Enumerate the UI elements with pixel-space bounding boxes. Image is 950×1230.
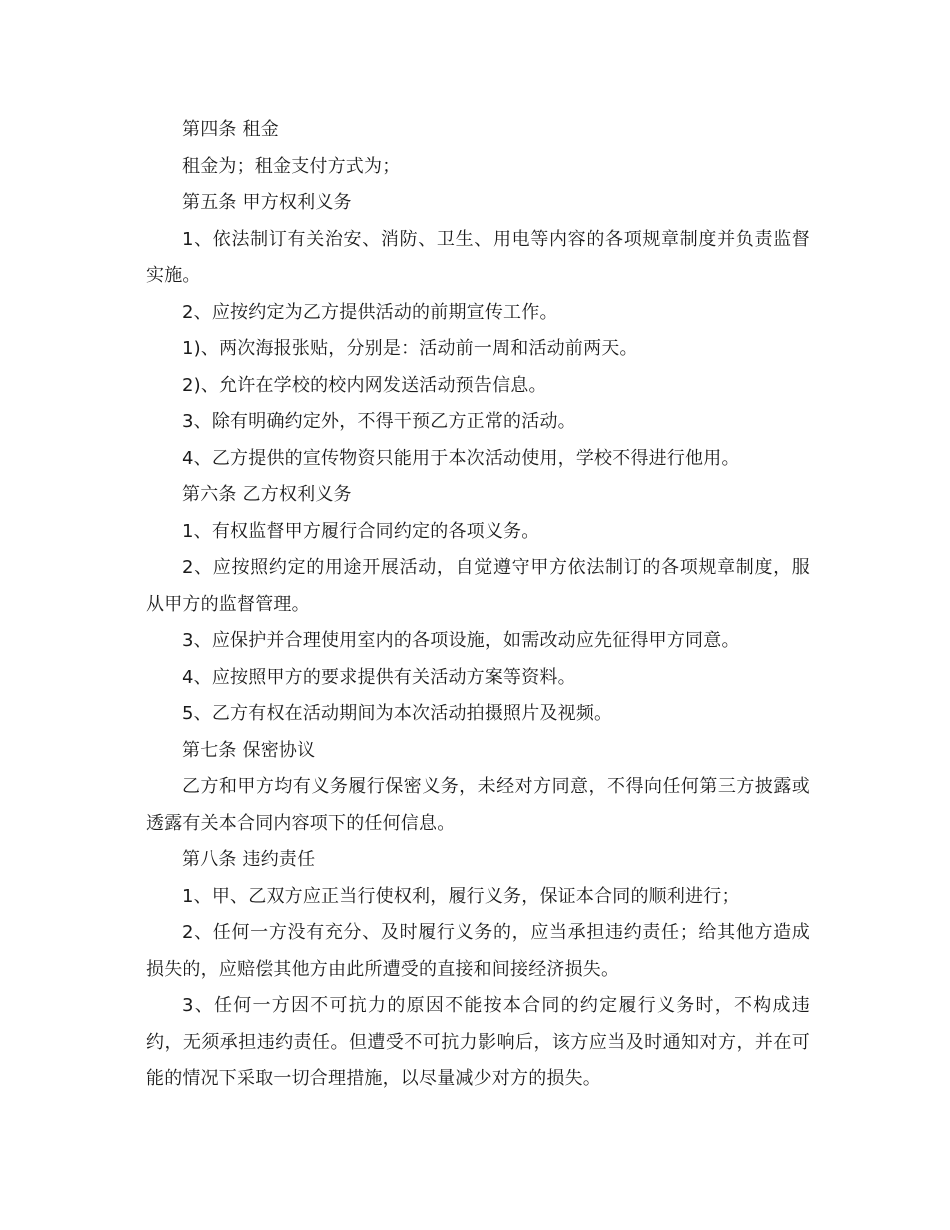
article-6-item-3: 3、应保护并合理使用室内的各项设施，如需改动应先征得甲方同意。 [182,630,740,651]
article-4-rent-text: 租金为；租金支付方式为； [182,155,401,177]
article-7-heading: 第七条 保密协议 [182,739,316,761]
article-5-item-4: 4、乙方提供的宣传物资只能用于本次活动使用，学校不得进行他用。 [182,447,740,469]
article-6-item-5: 5、乙方有权在活动期间为本次活动拍摄照片及视频。 [182,703,613,724]
article-7-text: 乙方和甲方均有义务履行保密义务，未经对方同意，不得向任何第三方披露或透露有关本合同内容项下的任何信息。 [146,776,810,834]
article-5-item-2-sub-2: 2)、允许在学校的校内网发送活动预告信息。 [182,374,547,396]
article-4-heading: 第四条 租金 [182,119,279,140]
article-6-item-1: 1、有权监督甲方履行合同约定的各项义务。 [182,520,540,542]
article-5-heading: 第五条 甲方权利义务 [182,192,352,213]
article-8-item-1: 1、甲、乙双方应正当行使权利，履行义务，保证本合同的顺利进行； [182,885,740,907]
article-6-item-2: 2、应按照约定的用途开展活动，自觉遵守甲方依法制订的各项规章制度，服从甲方的监督管理。 [146,557,810,615]
article-8-item-2: 2、任何一方没有充分、及时履行义务的，应当承担违约责任；给其他方造成损失的，应赔偿其他方由此所遭受的直接和间接经济损失。 [146,922,810,980]
document-body [146,112,810,1098]
article-6-heading: 第六条 乙方权利义务 [182,484,352,505]
article-8-heading: 第八条 违约责任 [182,849,316,870]
article-5-item-2-sub-1: 1)、两次海报张贴，分别是：活动前一周和活动前两天。 [182,338,638,359]
article-5-item-2: 2、应按约定为乙方提供活动的前期宣传工作。 [182,301,558,323]
article-5-item-1: 1、依法制订有关治安、消防、卫生、用电等内容的各项规章制度并负责监督实施。 [146,228,810,286]
article-6-item-4: 4、应按照甲方的要求提供有关活动方案等资料。 [182,666,576,688]
article-5-item-3: 3、除有明确约定外，不得干预乙方正常的活动。 [182,411,576,432]
article-8-item-3: 3、任何一方因不可抗力的原因不能按本合同的约定履行义务时，不构成违约，无须承担违约责任。但遭受不可抗力影响后，该方应当及时通知对方，并在可能的情况下采取一切合理措施，以尽量减少对方的损失。 [146,995,810,1089]
